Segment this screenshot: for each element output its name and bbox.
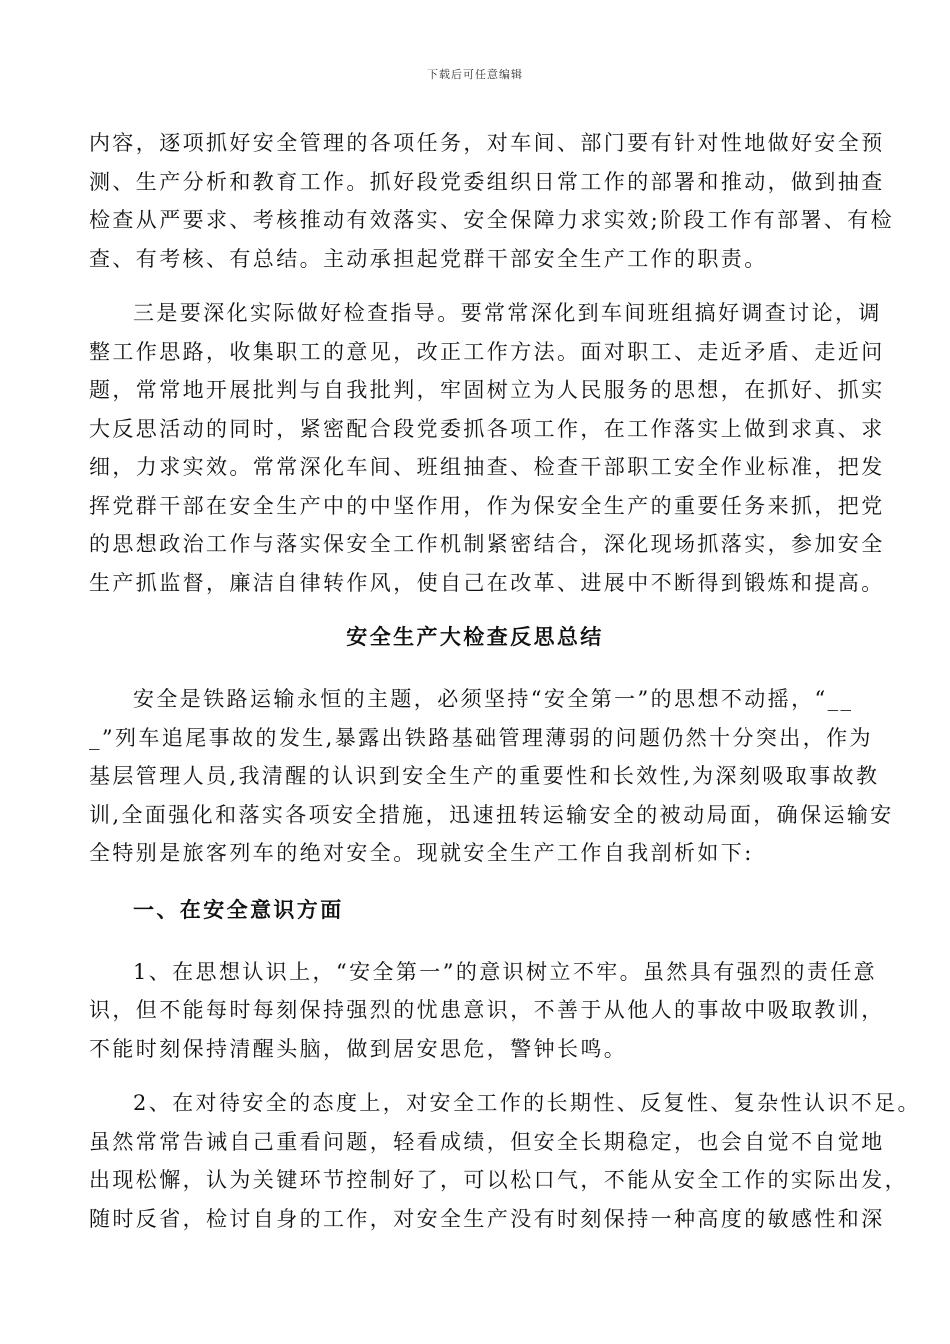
text-line: 大反思活动的同时，紧密配合段党委抓各项工作，在工作落实上做到求真、求	[89, 416, 885, 441]
paragraph-intro	[89, 680, 894, 873]
text-line: 生产抓监督，廉洁自律转作风，使自己在改革、进展中不断得到锻炼和提高。	[89, 570, 885, 595]
text-line: 挥党群干部在安全生产中的中坚作用，作为保安全生产的重要任务来抓，把党	[89, 493, 885, 518]
text-line: _”列车追尾事故的发生,暴露出铁路基础管理薄弱的问题仍然十分突出，作为	[89, 725, 873, 750]
text-line: 题，常常地开展批判与自我批判，牢固树立为人民服务的思想，在抓好、抓实	[89, 378, 885, 402]
text-line: 2、在对待安全的态度上，对安全工作的长期性、反复性、复杂性认识不足。	[133, 1091, 921, 1115]
text-line: 不能时刻保持清醒头脑，做到居安思危，警钟长鸣。	[89, 1036, 628, 1061]
text-line: 整工作思路，收集职工的意见，改正工作方法。面对职工、走近矛盾、走近问	[89, 339, 885, 364]
text-line: 安全是铁路运输永恒的主题，必须坚持“安全第一”的思想不动摇，“__	[133, 687, 854, 711]
page-header: 下载后可任意编辑	[427, 68, 523, 81]
section-heading: 一、在安全意识方面	[133, 896, 344, 922]
text-line: 内容，逐项抓好安全管理的各项任务，对车间、部门要有针对性地做好安全预	[89, 131, 885, 155]
text-line: 虽然常常告诫自己重看问题，轻看成绩，但安全长期稳定，也会自觉不自觉地	[89, 1129, 885, 1154]
paragraph-item-1	[89, 953, 885, 1069]
text-line: 出现松懈，认为关键环节控制好了，可以松口气，不能从安全工作的实际出发，	[89, 1168, 908, 1192]
text-line: 训,全面强化和落实各项安全措施，迅速扭转运输安全的被动局面，确保运输安	[89, 802, 894, 827]
document-body	[89, 124, 921, 1254]
text-line: 全特别是旅客列车的绝对安全。现就安全生产工作自我剖析如下:	[89, 841, 754, 865]
text-line: 检查从严要求、考核推动有效落实、安全保障力求实效;阶段工作有部署、有检	[89, 208, 895, 232]
text-line: 细，力求实效。常常深化车间、班组抽查、检查干部职工安全作业标准，把发	[89, 455, 885, 479]
document-title: 安全生产大检查反思总结	[346, 624, 604, 649]
text-line: 三是要深化实际做好检查指导。要常常深化到车间班组搞好调查讨论，调	[133, 301, 882, 325]
text-line: 基层管理人员,我清醒的认识到安全生产的重要性和长效性,为深刻吸取事故教	[89, 764, 880, 788]
text-line: 随时反省，检讨自身的工作，对安全生产没有时刻保持一种高度的敏感性和深	[89, 1206, 885, 1231]
paragraph-continuation	[89, 124, 895, 278]
text-line: 查、有考核、有总结。主动承担起党群干部安全生产工作的职责。	[89, 246, 768, 271]
text-line: 识，但不能每时每刻保持强烈的忧患意识，不善于从他人的事故中吸取教训，	[89, 998, 885, 1022]
paragraph-point-three	[89, 294, 885, 602]
text-line: 1、在思想认识上，“安全第一”的意识树立不牢。虽然具有强烈的责任意	[133, 959, 878, 984]
paragraph-item-2	[89, 1084, 921, 1238]
text-line: 的思想政治工作与落实保安全工作机制紧密结合，深化现场抓落实，参加安全	[89, 532, 885, 556]
text-line: 测、生产分析和教育工作。抓好段党委组织日常工作的部署和推动，做到抽查	[89, 169, 885, 194]
